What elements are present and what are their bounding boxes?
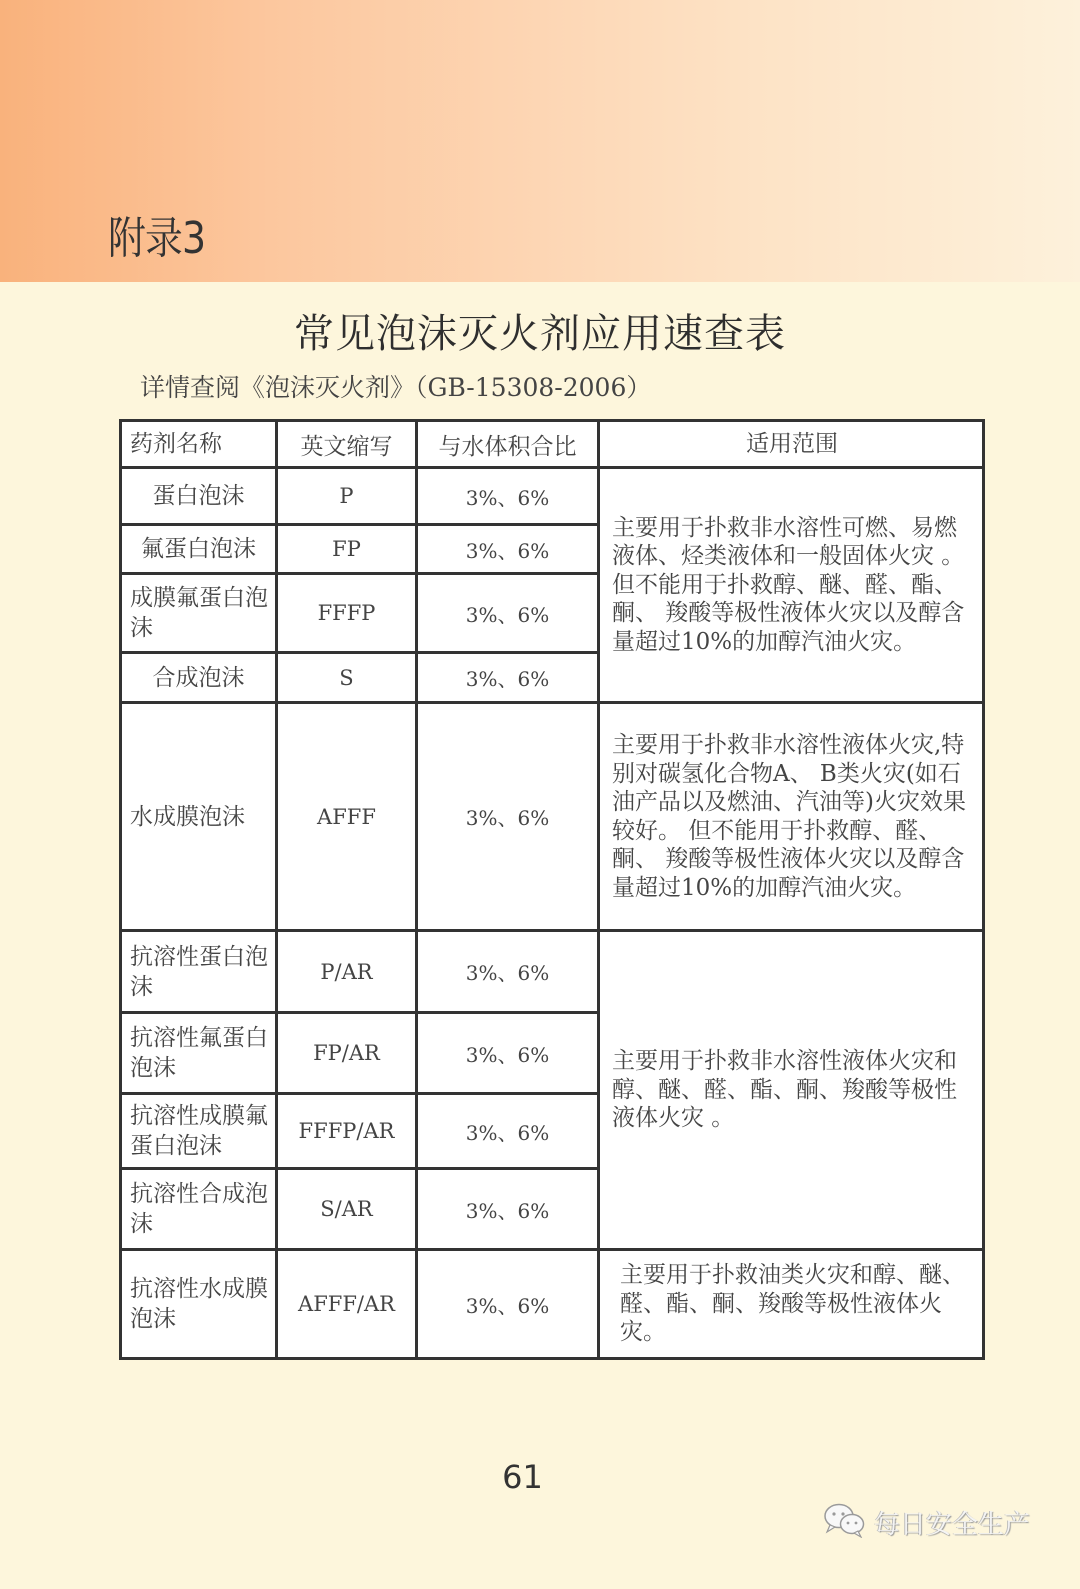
row-abbr: AFFF/AR (277, 1250, 417, 1359)
page-title: 常见泡沫灭火剂应用速查表 (294, 311, 786, 357)
row-abbr: AFFF (277, 703, 417, 931)
row-name: 水成膜泡沫 (121, 703, 277, 931)
row-name: 抗溶性氟蛋白泡沫 (121, 1013, 277, 1094)
row-ratio: 3%、6% (417, 1094, 599, 1169)
column-header-abbr: 英文缩写 (277, 421, 417, 468)
row-abbr: P (277, 468, 417, 525)
subtitle: 详情查阅《泡沫灭火剂》（GB-15308-2006） (140, 373, 652, 402)
row-ratio: 3%、6% (417, 653, 599, 703)
row-ratio: 3%、6% (417, 574, 599, 653)
appendix-label: 附录3 (108, 213, 206, 264)
row-scope: 主要用于扑救非水溶性可燃、易燃液体、烃类液体和一般固体火灾 。 但不能用于扑救醇、醚、醛、酯、酮、 羧酸等极性液体火灾以及醇含量超过10%的加醇汽油火灾。 (599, 468, 984, 703)
table-row (121, 468, 984, 525)
column-header-scope: 适用范围 (599, 421, 984, 468)
row-name: 成膜氟蛋白泡沫 (121, 574, 277, 653)
watermark (822, 1502, 1030, 1542)
table-header-row (121, 421, 984, 468)
row-name: 抗溶性水成膜泡沫 (121, 1250, 277, 1359)
table-row (121, 703, 984, 931)
row-abbr: FFFP/AR (277, 1094, 417, 1169)
row-name: 抗溶性合成泡沫 (121, 1169, 277, 1250)
row-abbr: S (277, 653, 417, 703)
row-abbr: P/AR (277, 931, 417, 1013)
row-name: 氟蛋白泡沫 (121, 525, 277, 574)
row-ratio: 3%、6% (417, 1013, 599, 1094)
column-header-name: 药剂名称 (121, 421, 277, 468)
row-abbr: FP/AR (277, 1013, 417, 1094)
foam-reference-table (119, 419, 985, 1360)
table-row (121, 1250, 984, 1359)
row-ratio: 3%、6% (417, 468, 599, 525)
row-scope: 主要用于扑救非水溶性液体火灾和醇、醚、醛、酯、酮、羧酸等极性液体火灾 。 (599, 931, 984, 1250)
watermark-text: 每日安全生产 (874, 1509, 1031, 1540)
row-name: 蛋白泡沫 (121, 468, 277, 525)
row-abbr: FP (277, 525, 417, 574)
row-ratio: 3%、6% (417, 525, 599, 574)
column-header-ratio: 与水体积合比 (417, 421, 599, 468)
row-ratio: 3%、6% (417, 1169, 599, 1250)
row-ratio: 3%、6% (417, 931, 599, 1013)
wechat-icon (822, 1502, 868, 1542)
row-abbr: FFFP (277, 574, 417, 653)
row-name: 抗溶性蛋白泡沫 (121, 931, 277, 1013)
row-scope: 主要用于扑救非水溶性液体火灾,特别对碳氢化合物A、 B类火灾(如石油产品以及燃油、汽油等)火灾效果较好。 但不能用于扑救醇、醛、酮、 羧酸等极性液体火灾以及醇含量超过10%的加醇汽油火灾。 (599, 703, 984, 931)
table-row (121, 931, 984, 1013)
row-ratio: 3%、6% (417, 703, 599, 931)
row-name: 抗溶性成膜氟蛋白泡沫 (121, 1094, 277, 1169)
page-number: 61 (502, 1458, 543, 1496)
row-ratio: 3%、6% (417, 1250, 599, 1359)
row-name: 合成泡沫 (121, 653, 277, 703)
row-scope: 主要用于扑救油类火灾和醇、醚、醛、酯、酮、羧酸等极性液体火灾。 (599, 1250, 984, 1359)
row-abbr: S/AR (277, 1169, 417, 1250)
